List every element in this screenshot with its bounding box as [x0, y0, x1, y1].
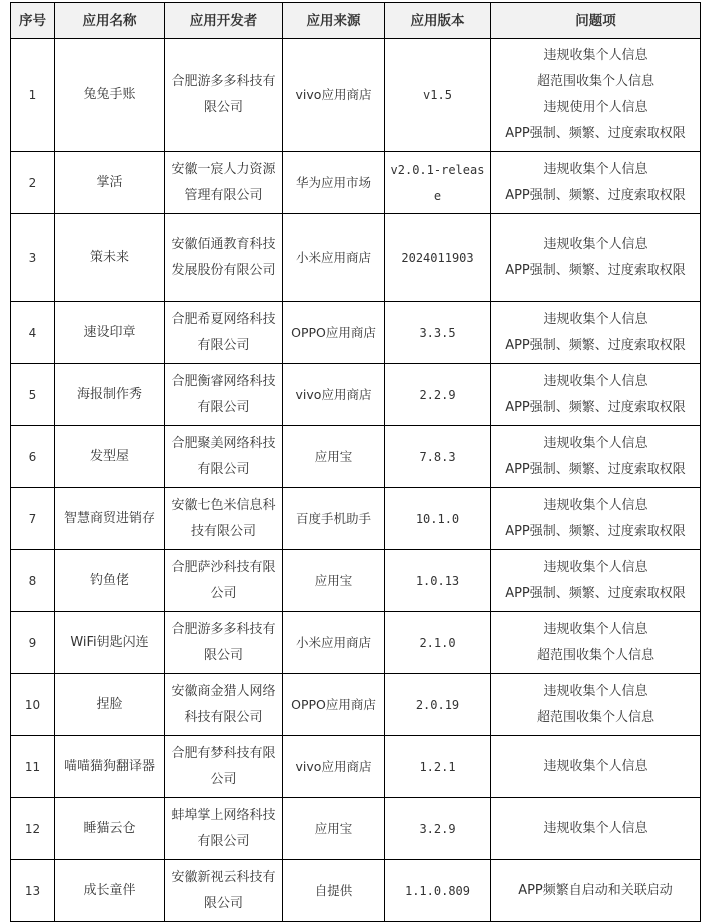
cell-source: 小米应用商店	[283, 612, 385, 674]
cell-no: 6	[11, 426, 55, 488]
cell-no: 13	[11, 860, 55, 922]
cell-version: 10.1.0	[385, 488, 491, 550]
cell-developer: 合肥萨沙科技有限公司	[165, 550, 283, 612]
cell-developer: 合肥希夏网络科技有限公司	[165, 302, 283, 364]
cell-source: 应用宝	[283, 550, 385, 612]
table-row	[11, 214, 701, 302]
cell-app-name: 智慧商贸进销存	[55, 488, 165, 550]
table-row	[11, 798, 701, 860]
header-source: 应用来源	[283, 3, 385, 39]
issue-item: APP强制、频繁、过度索取权限	[505, 461, 686, 477]
cell-version: 2024011903	[385, 214, 491, 302]
issue-item: 违规收集个人信息	[543, 161, 648, 177]
issue-item: 超范围收集个人信息	[536, 74, 654, 89]
table-row	[11, 612, 701, 674]
issue-item: APP强制、频繁、过度索取权限	[505, 585, 686, 601]
issue-item: 违规收集个人信息	[543, 820, 648, 836]
cell-no: 8	[11, 550, 55, 612]
cell-source: 自提供	[283, 860, 385, 922]
cell-version: 2.2.9	[385, 364, 491, 426]
table-row	[11, 674, 701, 736]
issue-item: 违规收集个人信息	[543, 311, 648, 327]
cell-developer: 合肥衡睿网络科技有限公司	[165, 364, 283, 426]
issue-item: 违规收集个人信息	[543, 236, 648, 252]
table-row	[11, 488, 701, 550]
cell-app-name: 发型屋	[55, 426, 165, 488]
cell-app-name: 成长童伴	[55, 860, 165, 922]
cell-source: 华为应用市场	[283, 152, 385, 214]
table-row	[11, 302, 701, 364]
issue-item: APP强制、频繁、过度索取权限	[505, 126, 686, 141]
cell-app-name: 喵喵猫狗翻译器	[55, 736, 165, 798]
cell-issues	[491, 214, 701, 302]
cell-version: 1.2.1	[385, 736, 491, 798]
header-row	[11, 3, 701, 39]
cell-developer: 安徽新视云科技有限公司	[165, 860, 283, 922]
issue-item: 违规收集个人信息	[543, 373, 648, 389]
cell-app-name: 策未来	[55, 214, 165, 302]
table-row	[11, 736, 701, 798]
issue-item: APP强制、频繁、过度索取权限	[505, 187, 686, 203]
cell-version: 3.2.9	[385, 798, 491, 860]
app-issues-table	[10, 2, 701, 922]
issue-item: 违规收集个人信息	[543, 758, 648, 774]
cell-version: 1.1.0.809	[385, 860, 491, 922]
cell-developer: 合肥游多多科技有限公司	[165, 612, 283, 674]
cell-source: 应用宝	[283, 798, 385, 860]
cell-no: 5	[11, 364, 55, 426]
cell-app-name: 钓鱼佬	[55, 550, 165, 612]
issue-item: 违规收集个人信息	[543, 48, 648, 63]
issue-item: 违规收集个人信息	[543, 621, 648, 637]
issue-item: 超范围收集个人信息	[536, 647, 654, 663]
cell-issues	[491, 364, 701, 426]
header-no: 序号	[11, 3, 55, 39]
cell-issues	[491, 426, 701, 488]
header-app-name: 应用名称	[55, 3, 165, 39]
cell-developer: 安徽商金猎人网络科技有限公司	[165, 674, 283, 736]
cell-source: OPPO应用商店	[283, 302, 385, 364]
header-issues: 问题项	[491, 3, 701, 39]
cell-app-name: 兔兔手账	[55, 39, 165, 152]
cell-no: 10	[11, 674, 55, 736]
issue-item: 违规收集个人信息	[543, 497, 648, 513]
cell-developer: 蚌埠掌上网络科技有限公司	[165, 798, 283, 860]
issue-item: 违规收集个人信息	[543, 435, 648, 451]
cell-no: 7	[11, 488, 55, 550]
cell-app-name: 睡猫云仓	[55, 798, 165, 860]
issue-item: APP强制、频繁、过度索取权限	[505, 523, 686, 539]
cell-app-name: WiFi钥匙闪连	[55, 612, 165, 674]
cell-version: 1.0.13	[385, 550, 491, 612]
cell-version: 3.3.5	[385, 302, 491, 364]
cell-source: 应用宝	[283, 426, 385, 488]
table-row	[11, 152, 701, 214]
cell-developer: 安徽一宸人力资源管理有限公司	[165, 152, 283, 214]
cell-issues	[491, 152, 701, 214]
issue-item: APP强制、频繁、过度索取权限	[505, 262, 686, 278]
cell-source: vivo应用商店	[283, 364, 385, 426]
cell-source: 百度手机助手	[283, 488, 385, 550]
cell-version: v2.0.1-release	[385, 152, 491, 214]
issue-item: 违规收集个人信息	[543, 559, 648, 575]
table-row	[11, 860, 701, 922]
cell-no: 1	[11, 39, 55, 152]
cell-developer: 合肥聚美网络科技有限公司	[165, 426, 283, 488]
issue-item: APP频繁自启动和关联启动	[518, 882, 673, 898]
cell-issues	[491, 674, 701, 736]
cell-developer: 合肥有梦科技有限公司	[165, 736, 283, 798]
cell-app-name: 掌活	[55, 152, 165, 214]
issue-item: APP强制、频繁、过度索取权限	[505, 337, 686, 353]
cell-issues	[491, 736, 701, 798]
cell-source: vivo应用商店	[283, 736, 385, 798]
table-row	[11, 426, 701, 488]
table-body	[11, 39, 701, 922]
header-developer: 应用开发者	[165, 3, 283, 39]
cell-developer: 安徽佰通教育科技发展股份有限公司	[165, 214, 283, 302]
cell-source: vivo应用商店	[283, 39, 385, 152]
cell-no: 12	[11, 798, 55, 860]
cell-issues	[491, 798, 701, 860]
cell-no: 3	[11, 214, 55, 302]
cell-version: 7.8.3	[385, 426, 491, 488]
cell-no: 2	[11, 152, 55, 214]
cell-app-name: 捏脸	[55, 674, 165, 736]
cell-source: OPPO应用商店	[283, 674, 385, 736]
cell-app-name: 海报制作秀	[55, 364, 165, 426]
issue-item: APP强制、频繁、过度索取权限	[505, 399, 686, 415]
cell-no: 11	[11, 736, 55, 798]
cell-issues	[491, 39, 701, 152]
table-header	[11, 3, 701, 39]
issue-item: 违规收集个人信息	[543, 683, 648, 699]
cell-issues	[491, 550, 701, 612]
cell-no: 9	[11, 612, 55, 674]
cell-app-name: 速设印章	[55, 302, 165, 364]
table-row	[11, 364, 701, 426]
issue-item: 违规使用个人信息	[543, 100, 648, 115]
table-row	[11, 550, 701, 612]
cell-no: 4	[11, 302, 55, 364]
cell-issues	[491, 488, 701, 550]
cell-issues	[491, 860, 701, 922]
cell-version: 2.0.19	[385, 674, 491, 736]
cell-source: 小米应用商店	[283, 214, 385, 302]
cell-issues	[491, 612, 701, 674]
cell-issues	[491, 302, 701, 364]
cell-version: 2.1.0	[385, 612, 491, 674]
issue-item: 超范围收集个人信息	[536, 709, 654, 725]
table-row	[11, 39, 701, 152]
cell-developer: 安徽七色米信息科技有限公司	[165, 488, 283, 550]
cell-developer: 合肥游多多科技有限公司	[165, 39, 283, 152]
header-version: 应用版本	[385, 3, 491, 39]
cell-version: v1.5	[385, 39, 491, 152]
